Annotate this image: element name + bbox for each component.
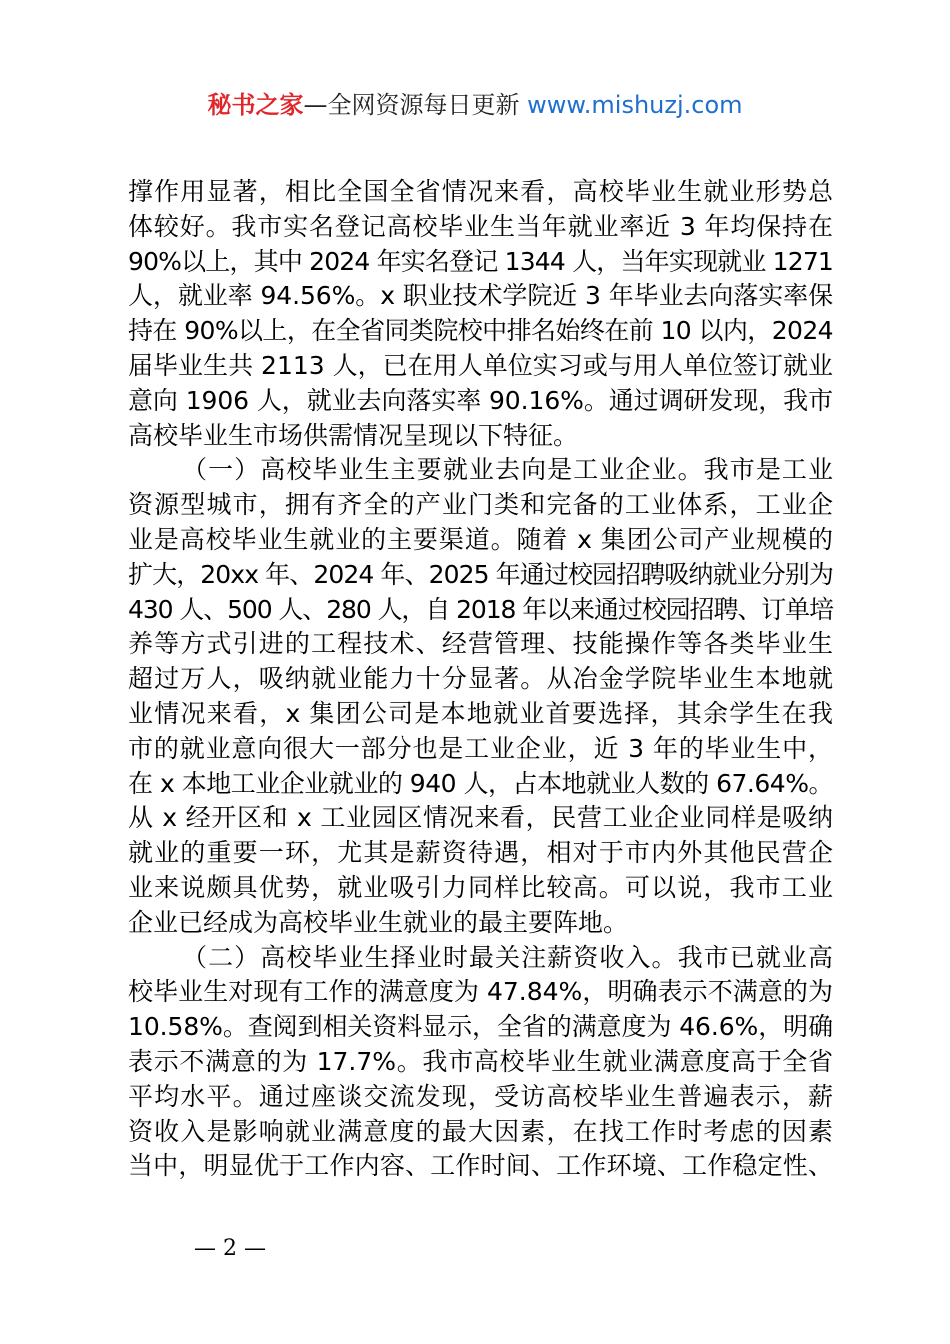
text-line: 在 x 本地工业企业就业的 940 人，占本地就业人数的 67.64%。 — [128, 768, 833, 798]
text-line: 体较好。我市实名登记高校毕业生当年就业率近 3 年均保持在 — [128, 211, 833, 241]
text-line: 人，就业率 94.56%。x 职业技术学院近 3 年毕业去向落实率保 — [128, 281, 833, 311]
text-line: 校毕业生对现有工作的满意度为 47.84%，明确表示不满意的为 — [128, 977, 833, 1007]
site-header — [0, 88, 950, 122]
text-line: 平均水平。通过座谈交流发现，受访高校毕业生普遍表示，薪 — [128, 1081, 833, 1111]
text-line: 高校毕业生市场供需情况呈现以下特征。 — [128, 420, 579, 450]
text-line: 超过万人，吸纳就业能力十分显著。从冶金学院毕业生本地就 — [128, 664, 833, 694]
text-line: （一）高校毕业生主要就业去向是工业企业。我市是工业 — [182, 455, 833, 485]
text-line: 表示不满意的为 17.7%。我市高校毕业生就业满意度高于全省 — [128, 1046, 833, 1076]
body-text — [128, 175, 833, 1184]
text-line: 当中，明显优于工作内容、工作时间、工作环境、工作稳定性、 — [128, 1151, 833, 1181]
text-line: 撑作用显著，相比全国全省情况来看，高校毕业生就业形势总 — [128, 177, 833, 206]
page-number: — 2 — — [194, 1236, 266, 1261]
text-line: 业是高校毕业生就业的主要渠道。随着 x 集团公司产业规模的 — [128, 524, 833, 554]
text-line: 养等方式引进的工程技术、经营管理、技能操作等各类毕业生 — [128, 629, 833, 659]
site-url-link[interactable]: www.mishuzj.com — [527, 91, 743, 119]
text-line: 企业已经成为高校毕业生就业的最主要阵地。 — [128, 907, 629, 937]
text-line: 业来说颇具优势，就业吸引力同样比较高。可以说，我市工业 — [128, 872, 833, 902]
text-line: 扩大，20xx 年、2024 年、2025 年通过校园招聘吸纳就业分别为 — [128, 559, 833, 589]
text-line: 资源型城市，拥有齐全的产业门类和完备的工业体系，工业企 — [128, 490, 833, 520]
text-line: 就业的重要一环，尤其是薪资待遇，相对于市内外其他民营企 — [128, 838, 833, 868]
site-brand: 秘书之家 — [207, 91, 304, 119]
text-line: 90%以上，其中 2024 年实名登记 1344 人，当年实现就业 1271 — [128, 246, 833, 276]
text-line: 意向 1906 人，就业去向落实率 90.16%。通过调研发现，我市 — [128, 385, 833, 415]
text-line: 资收入是影响就业满意度的最大因素，在找工作时考虑的因素 — [128, 1116, 833, 1146]
text-line: 市的就业意向很大一部分也是工业企业，近 3 年的毕业生中， — [128, 733, 833, 763]
text-line: 持在 90%以上，在全省同类院校中排名始终在前 10 以内，2024 — [128, 316, 833, 346]
site-tagline: —全网资源每日更新 — [303, 91, 520, 119]
text-line: 430 人、500 人、280 人，自 2018 年以来通过校园招聘、订单培 — [128, 594, 833, 624]
text-line: 业情况来看，x 集团公司是本地就业首要选择，其余学生在我 — [128, 698, 833, 728]
text-line: 届毕业生共 2113 人，已在用人单位实习或与用人单位签订就业 — [128, 350, 833, 380]
text-line: 从 x 经开区和 x 工业园区情况来看，民营工业企业同样是吸纳 — [128, 803, 833, 833]
text-line: 10.58%。查阅到相关资料显示，全省的满意度为 46.6%，明确 — [128, 1012, 833, 1042]
text-line: （二）高校毕业生择业时最关注薪资收入。我市已就业高 — [182, 942, 833, 972]
